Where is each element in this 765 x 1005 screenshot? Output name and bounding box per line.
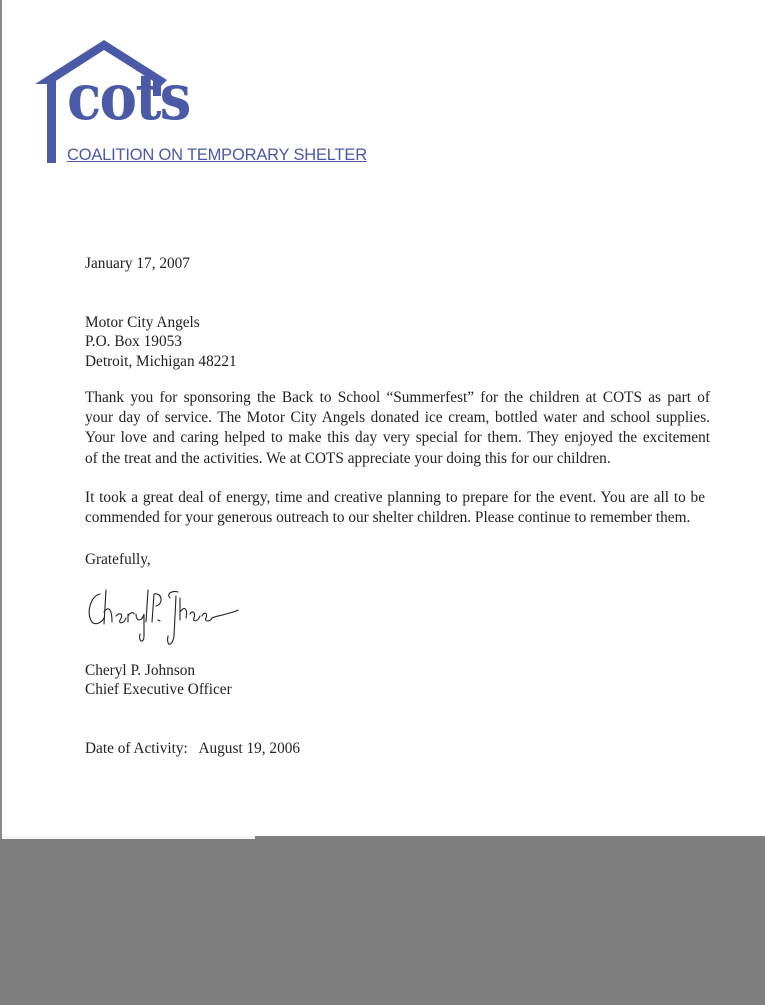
signer-name: Cheryl P. Johnson (85, 662, 196, 679)
organization-name: COALITION ON TEMPORARY SHELTER (67, 146, 367, 164)
activity-date-label: Date of Activity: (85, 740, 188, 757)
paragraph-line: of the treat and the activities. We at COTS appreciate your doing this for our children. (85, 449, 611, 467)
letter-date: January 17, 2007 (85, 255, 190, 272)
logo-wordmark: cots (67, 60, 190, 135)
body-paragraph-2 (85, 488, 705, 528)
paragraph-line: your day of service. The Motor City Angels donated ice cream, bottled water and school supplies. (85, 409, 710, 427)
paragraph-line: It took a great deal of energy, time and creative planning to prepare for the event. You are all to be (85, 489, 705, 506)
handwritten-signature (86, 586, 246, 656)
body-paragraph-1 (85, 388, 710, 469)
paragraph-line: Your love and caring helped to make this day very special for them. They enjoyed the excitement (85, 429, 710, 447)
paragraph-line: Thank you for sponsoring the Back to School “Summerfest” for the children at COTS as part of (85, 389, 710, 406)
paragraph-line: commended for your generous outreach to our shelter children. Please continue to remember them. (85, 509, 691, 527)
recipient-address-line1: P.O. Box 19053 (85, 333, 182, 350)
activity-date-row (85, 739, 300, 759)
activity-date-value: August 19, 2006 (198, 740, 301, 757)
cots-logo (35, 38, 365, 168)
closing: Gratefully, (85, 551, 151, 568)
signer-title: Chief Executive Officer (85, 681, 232, 698)
recipient-address-line2: Detroit, Michigan 48221 (85, 353, 237, 370)
recipient-name: Motor City Angels (85, 314, 200, 331)
paper-edge (0, 836, 255, 839)
